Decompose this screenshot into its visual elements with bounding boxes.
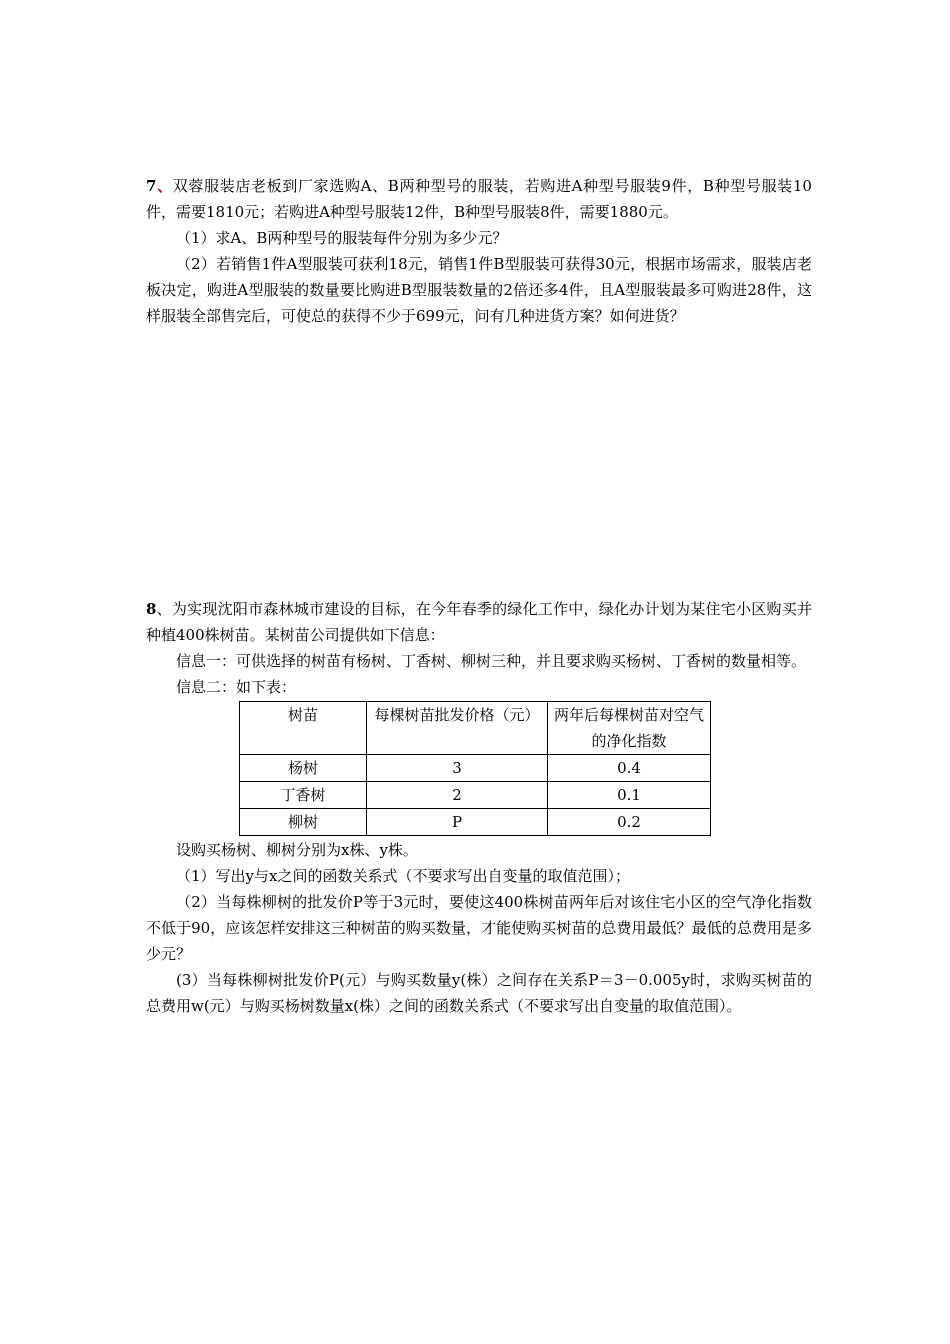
table-header-cell: 每棵树苗批发价格（元） xyxy=(367,702,548,755)
problem-8-info-2: 信息二：如下表： xyxy=(176,678,297,696)
problem-8-info-1: 信息一：可供选择的树苗有杨树、丁香树、柳树三种，并且要求购买杨树、丁香树的数量相等。 xyxy=(176,652,807,670)
problem-7 xyxy=(146,173,812,329)
table-cell: 0.4 xyxy=(548,755,711,782)
problem-8-number: 8 xyxy=(146,600,157,618)
table-header-row xyxy=(240,702,711,755)
problem-7-number: 7 xyxy=(146,177,157,195)
table-cell: 杨树 xyxy=(240,755,367,782)
table-row xyxy=(240,809,711,836)
problem-8-setup: 设购买杨树、柳树分别为x株、y株。 xyxy=(176,841,418,859)
problem-7-stem xyxy=(146,173,812,225)
problem-7-stem-text: 双蓉服装店老板到厂家选购A、B两种型号的服装，若购进A种型号服装9件，B种型号服装10件，需要1810元；若购进A种型号服装12件，B种型号服装8件，需要1880元。 xyxy=(146,177,812,221)
problem-8 xyxy=(146,596,812,1019)
table-row xyxy=(240,782,711,809)
table-cell: 2 xyxy=(367,782,548,809)
problem-8-question-3: (3）当每株柳树批发价P(元）与购买数量y(株）之间存在关系P＝3－0.005y时，求购买树苗的总费用w(元）与购买杨树数量x(株）之间的函数关系式（不要求写出自变量的取值范围）。 xyxy=(146,971,812,1015)
table-header-cell: 两年后每棵树苗对空气的净化指数 xyxy=(548,702,711,755)
problem-8-stem xyxy=(146,596,812,648)
problem-7-question-1: （1）求A、B两种型号的服装每件分别为多少元？ xyxy=(176,229,508,247)
table-cell: P xyxy=(367,809,548,836)
table-header-cell: 树苗 xyxy=(240,702,367,755)
table-cell: 0.1 xyxy=(548,782,711,809)
problem-8-stem-text: 、为实现沈阳市森林城市建设的目标，在今年春季的绿化工作中，绿化办计划为某住宅小区购买并种植400株树苗。某树苗公司提供如下信息： xyxy=(146,600,812,644)
problem-8-question-2: （2）当每株柳树的批发价P等于3元时，要使这400株树苗两年后对该住宅小区的空气净化指数不低于90，应该怎样安排这三种树苗的购买数量，才能使购买树苗的总费用最低？最低的总费用是多少元？ xyxy=(146,893,812,963)
table-cell: 3 xyxy=(367,755,548,782)
table-row xyxy=(240,755,711,782)
table-cell: 丁香树 xyxy=(240,782,367,809)
table-cell: 0.2 xyxy=(548,809,711,836)
problem-7-question-2: （2）若销售1件A型服装可获利18元，销售1件B型服装可获得30元，根据市场需求，服装店老板决定，购进A型服装的数量要比购进B型服装数量的2倍还多4件，且A型服装最多可购进28件，这样服装全部售完后，可使总的获得不少于699元，问有几种进货方案？如何进货？ xyxy=(146,255,812,325)
seedling-table xyxy=(239,701,711,836)
problem-8-question-1: （1）写出y与x之间的函数关系式（不要求写出自变量的取值范围）； xyxy=(176,867,630,885)
table-cell: 柳树 xyxy=(240,809,367,836)
problem-7-separator: 、 xyxy=(156,177,173,195)
